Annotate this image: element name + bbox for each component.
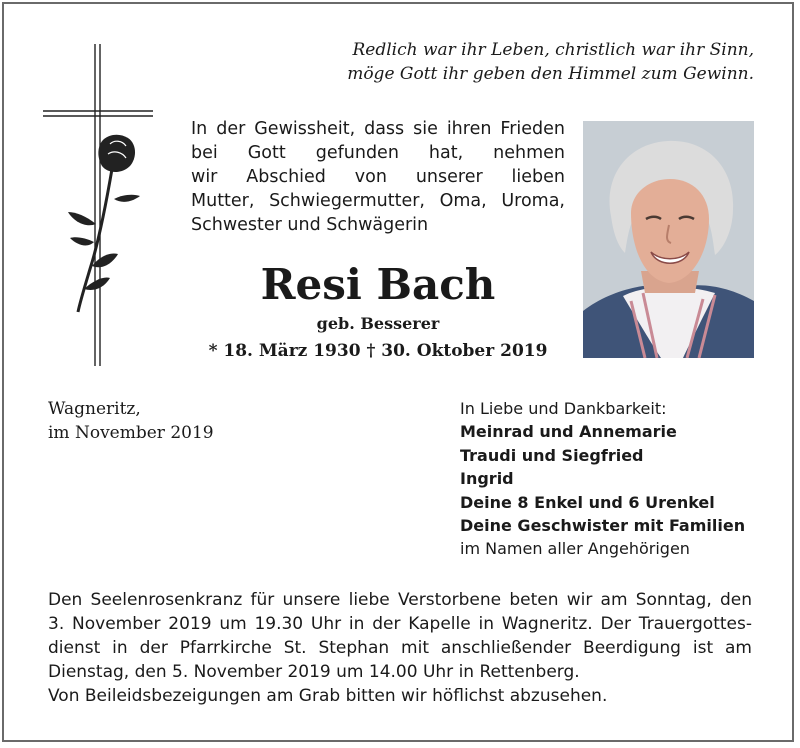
intro-line: In der Gewissheit, dass sie ihren Frieden: [191, 119, 565, 139]
service-notice: [48, 588, 752, 708]
intro-line: wir Abschied von unserer lieben: [191, 167, 565, 187]
place-line-2: im November 2019: [48, 423, 214, 443]
notice-line: dienst in der Pfarrkirche St. Stephan mit anschließender Beerdigung ist am: [48, 638, 752, 658]
mourner-name: Traudi und Siegfried: [460, 445, 644, 465]
life-dates: * 18. März 1930 † 30. Oktober 2019: [208, 341, 548, 361]
notice-line: Dienstag, den 5. November 2019 um 14.00 Uhr in Rettenberg.: [48, 662, 580, 682]
cross-with-rose-icon: [40, 44, 160, 374]
deceased-name: Resi Bach: [260, 260, 496, 309]
intro-text: [191, 117, 565, 237]
mourner-name: Meinrad und Annemarie: [460, 422, 677, 442]
mourners-list: [460, 397, 745, 561]
notice-line: Von Beileidsbezeigungen am Grab bitten wir höflichst abzusehen.: [48, 686, 608, 706]
motto-verse: [347, 38, 754, 86]
place-and-date: [48, 397, 214, 445]
intro-line: Mutter, Schwiegermutter, Oma, Uroma,: [191, 191, 565, 211]
motto-line-1: Redlich war ihr Leben, christlich war ihr Sinn,: [352, 40, 754, 60]
motto-line-2: möge Gott ihr geben den Himmel zum Gewinn.: [347, 64, 754, 84]
intro-line: bei Gott gefunden hat, nehmen: [191, 143, 565, 163]
place-line-1: Wagneritz,: [48, 399, 141, 419]
mourner-name: Ingrid: [460, 469, 514, 489]
mourner-name: Deine 8 Enkel und 6 Urenkel: [460, 492, 715, 512]
mourner-name: Deine Geschwister mit Familien: [460, 516, 746, 536]
birth-name: geb. Besserer: [316, 314, 440, 333]
intro-line: Schwester und Schwägerin: [191, 215, 429, 235]
mourners-closing: im Namen aller Angehörigen: [460, 539, 690, 559]
portrait-photo: [583, 121, 754, 358]
mourners-intro: In Liebe und Dankbarkeit:: [460, 399, 667, 418]
notice-line: Den Seelenrosenkranz für unsere liebe Verstorbene beten wir am Sonntag, den: [48, 590, 752, 610]
notice-line: 3. November 2019 um 19.30 Uhr in der Kapelle in Wagneritz. Der Trauergottes-: [48, 614, 752, 634]
